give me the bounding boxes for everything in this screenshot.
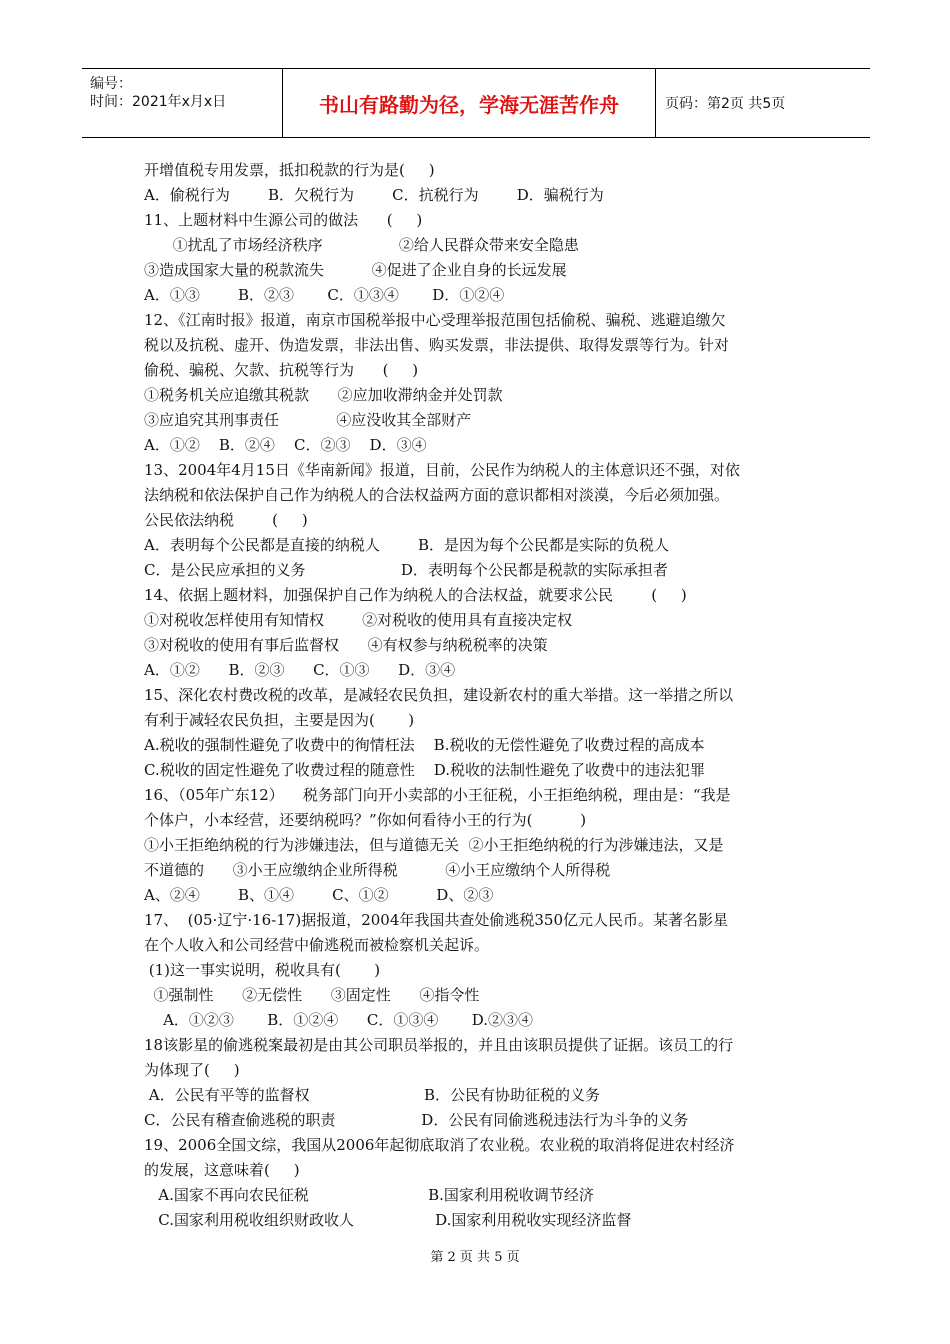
text-line: 18该影星的偷逃税案最初是由其公司职员举报的，并且由该职员提供了证据。该员工的行: [144, 1036, 734, 1054]
text-line: 公民依法纳税 ( ): [144, 511, 308, 529]
text-line: 在个人收入和公司经营中偷逃税而被检察机关起诉。: [144, 936, 490, 954]
text-line: A．公民有平等的监督权 B．公民有协助征税的义务: [144, 1086, 601, 1104]
text-line: ①扰乱了市场经济秩序 ②给人民群众带来安全隐患: [144, 236, 579, 254]
text-line: A.国家不再向农民征税 B.国家利用税收调节经济: [144, 1186, 594, 1204]
page-footer: 第 2 页 共 5 页: [430, 1250, 520, 1265]
text-line: 偷税、骗税、欠款、抗税等行为 ( ): [144, 361, 419, 379]
text-line: 的发展，这意味着( ): [144, 1161, 300, 1179]
text-line: 16、（05年广东12） 税务部门向开小卖部的小王征税，小王拒绝纳税，理由是：“我是: [144, 786, 731, 804]
text-line: 为体现了( ): [144, 1061, 240, 1079]
text-line: 13、2004年4月15日《华南新闻》报道，目前，公民作为纳税人的主体意识还不强，对依: [144, 461, 740, 479]
text-line: 12、《江南时报》报道，南京市国税举报中心受理举报范围包括偷税、骗税、逃避追缴欠: [144, 311, 726, 329]
header-motto: 书山有路勤为径，学海无涯苦作舟: [283, 69, 656, 137]
text-line: ①对税收怎样使用有知情权 ②对税收的使用具有直接决定权: [144, 611, 573, 629]
text-line: A．表明每个公民都是直接的纳税人 B．是因为每个公民都是实际的负税人: [144, 536, 670, 554]
header-meta: [82, 69, 283, 137]
text-line: ①小王拒绝纳税的行为涉嫌违法，但与道德无关 ②小王拒绝纳税的行为涉嫌违法，又是: [144, 836, 724, 854]
text-line: 法纳税和依法保护自己作为纳税人的合法权益两方面的意识都相对淡漠，今后必须加强。: [144, 486, 730, 504]
text-line: A．①③ B．②③ C．①③④ D．①②④: [144, 286, 505, 304]
text-line: 15、深化农村费改税的改革，是减轻农民负担，建设新农村的重大举措。这一举措之所以: [144, 686, 734, 704]
text-line: 不道德的 ③小王应缴纳企业所得税 ④小王应缴纳个人所得税: [144, 861, 611, 879]
number-label: 编号：: [90, 76, 132, 92]
text-line: 17、 (05·辽宁·16-17)据报道，2004年我国共查处偷逃税350亿元人民币。某著名影星: [144, 911, 728, 929]
text-line: C.税收的固定性避免了收费过程的随意性 D.税收的法制性避免了收费中的违法犯罪: [144, 761, 706, 779]
text-line: 14、依据上题材料，加强保护自己作为纳税人的合法权益，就要求公民 ( ): [144, 586, 687, 604]
text-line: 11、上题材料中生源公司的做法 ( ): [144, 211, 423, 229]
text-line: C．公民有稽查偷逃税的职责 D．公民有同偷逃税违法行为斗争的义务: [144, 1111, 689, 1129]
text-line: A．①② B．②④ C．②③ D．③④: [144, 436, 427, 454]
text-line: C．是公民应承担的义务 D．表明每个公民都是税款的实际承担者: [144, 561, 668, 579]
text-line: ③应追究其刑事责任 ④应没收其全部财产: [144, 411, 472, 429]
text-line: C.国家利用税收组织财政收人 D.国家利用税收实现经济监督: [144, 1211, 632, 1229]
text-line: 19、2006全国文综，我国从2006年起彻底取消了农业税。农业税的取消将促进农村经济: [144, 1136, 735, 1154]
text-line: ③造成国家大量的税款流失 ④促进了企业自身的长远发展: [144, 261, 567, 279]
text-line: ①强制性 ②无偿性 ③固定性 ④指令性: [144, 986, 480, 1004]
text-line: ③对税收的使用有事后监督权 ④有权参与纳税税率的决策: [144, 636, 548, 654]
text-line: A．①②③ B．①②④ C．①③④ D.②③④: [144, 1011, 534, 1029]
text-line: 个体户，小本经营，还要纳税吗？”你如何看待小王的行为( ): [144, 811, 587, 829]
text-line: (1)这一事实说明，税收具有( ): [144, 961, 381, 979]
text-line: ①税务机关应追缴其税款 ②应加收滞纳金并处罚款: [144, 386, 503, 404]
text-line: 开增值税专用发票，抵扣税款的行为是( ): [144, 161, 435, 179]
text-line: A、②④ B、①④ C、①② D、②③: [144, 886, 494, 904]
document-body: [144, 158, 814, 1233]
text-line: A.税收的强制性避免了收费中的徇情枉法 B.税收的无偿性避免了收费过程的高成本: [144, 736, 705, 754]
date-label: 时间：2021年x月x日: [90, 94, 227, 110]
text-line: 税以及抗税、虚开、伪造发票，非法出售、购买发票，非法提供、取得发票等行为。针对: [144, 336, 730, 354]
page-header: [82, 68, 870, 138]
text-line: A．①② B．②③ C．①③ D．③④: [144, 661, 456, 679]
text-line: 有利于减轻农民负担，主要是因为( ): [144, 711, 415, 729]
text-line: A．偷税行为 B．欠税行为 C．抗税行为 D．骗税行为: [144, 186, 604, 204]
header-page-label: 页码：第2页 共5页: [665, 96, 786, 112]
